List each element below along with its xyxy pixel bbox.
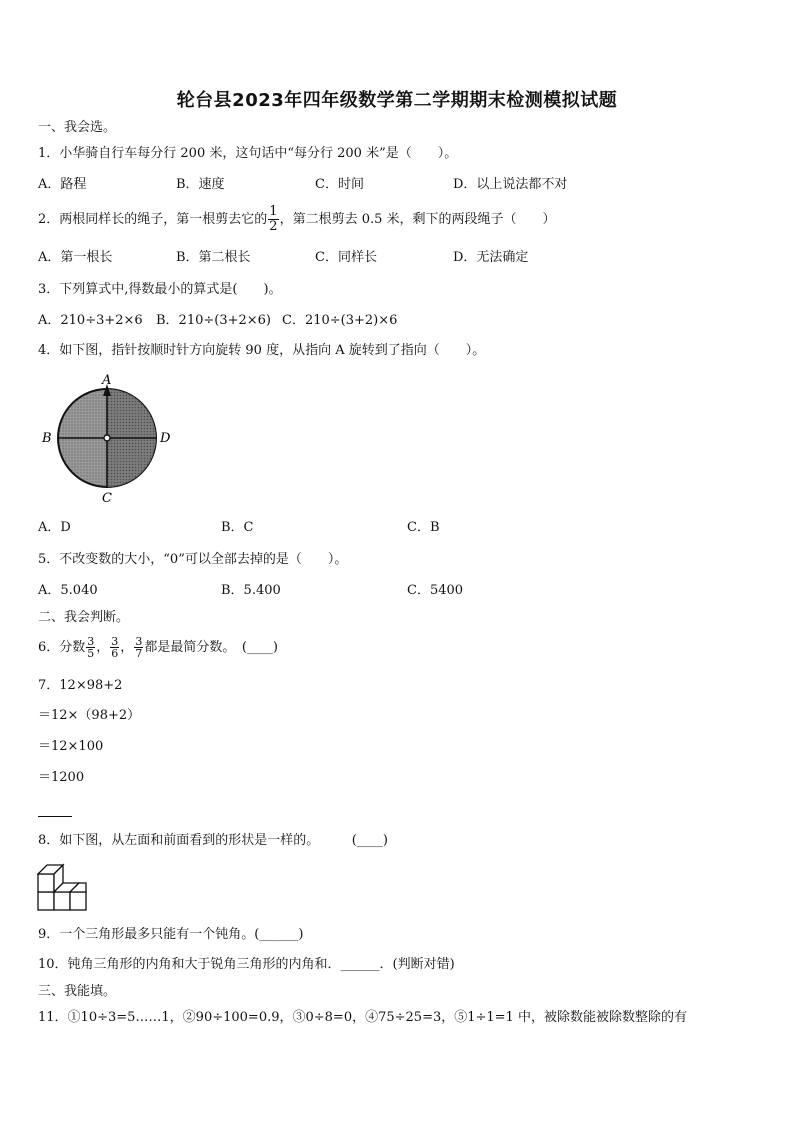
option-c: C．210÷(3+2)×6 [282,313,398,328]
clock-dial-figure [38,370,178,506]
option-c: C．B [407,520,440,535]
option-a: A．5.040 [38,583,98,598]
question-2-text-after: ，第二根剪去 0.5 米，剩下的两段绳子（ ） [279,212,556,227]
option-a: A．路程 [38,177,87,192]
question-1: 1．小华骑自行车每分行 200 米，这句话中“每分行 200 米”是（ ）。 [38,146,458,161]
question-8: 8．如下图，从左面和前面看到的形状是一样的。 (____) [38,833,388,848]
question-7-line-3: ＝12×100 [38,739,104,754]
label-d: D [160,431,171,446]
option-d: D．以上说法都不对 [453,177,568,192]
question-7-line-4: ＝1200 [38,770,85,785]
fraction-one-half: $\frac{1}{2}$ [269,204,278,234]
question-11: 11．①10÷3=5……1，②90÷100=0.9，③0÷8=0，④75÷25=3，⑤1÷1=1 中，被除数能被除数整除的有 [38,1010,687,1025]
label-b: B [42,431,52,446]
section-heading-2: 二、我会判断。 [38,610,130,625]
question-5: 5．不改变数的大小，“0”可以全部去掉的是（ ）。 [38,552,348,567]
option-a: A．210÷3+2×6 [38,313,143,328]
option-c: C．时间 [315,177,364,192]
question-6: 6．分数 $\frac{3}{5}$ ， $\frac{3}{6}$ ， $\frac{3}{7}$ 都是最简分数。 (____) [38,635,278,660]
label-a: A [102,373,112,388]
option-b: B．210÷(3+2×6) [156,313,272,328]
option-c: C．同样长 [315,250,377,265]
page-title: 轮台县2023年四年级数学第二学期期末检测模拟试题 [176,90,618,111]
question-4: 4．如下图，指针按顺时针方向旋转 90 度，从指向 A 旋转到了指向（ ）。 [38,343,486,358]
question-7-line-2: ＝12×（98+2） [38,708,141,723]
answer-blank-line [38,816,72,817]
question-3: 3．下列算式中,得数最小的算式是( )。 [38,282,282,297]
option-b: B．5.400 [221,583,281,598]
option-a: A．D [38,520,71,535]
fraction-3-7: $\frac{3}{7}$ [135,635,143,660]
question-7-line-1: 7．12×98+2 [38,678,123,693]
section-heading-1: 一、我会选。 [38,120,117,135]
option-b: B．C [221,520,254,535]
label-c: C [102,491,112,506]
option-c: C．5400 [407,583,464,598]
question-9: 9．一个三角形最多只能有一个钝角。(______) [38,927,304,942]
fraction-3-5: $\frac{3}{5}$ [87,635,95,660]
question-2 [38,205,556,235]
section-heading-3: 三、我能填。 [38,984,117,999]
option-b: B．速度 [176,177,225,192]
fraction-3-6: $\frac{3}{6}$ [111,635,119,660]
question-10: 10．钝角三角形的内角和大于锐角三角形的内角和．______．(判断对错) [38,957,455,972]
option-a: A．第一根长 [38,250,113,265]
cube-stack-figure [37,860,89,914]
option-d: D．无法确定 [453,250,529,265]
option-b: B．第二根长 [176,250,251,265]
question-2-text-before: 2．两根同样长的绳子，第一根剪去它的 [38,212,268,227]
